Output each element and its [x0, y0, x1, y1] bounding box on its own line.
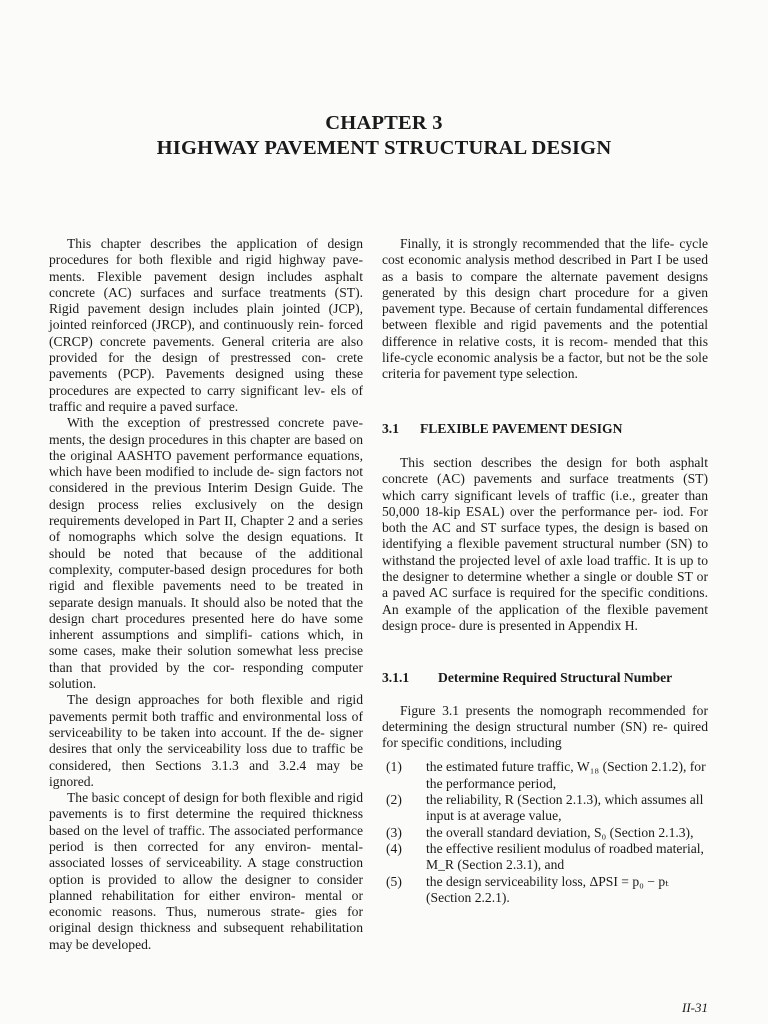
page-number: II-31	[682, 1000, 708, 1015]
left-column	[49, 236, 363, 953]
list-item-text: the overall standard deviation, S₀ (Section 2.1.3),	[426, 824, 694, 840]
section-heading-3-1-1	[382, 670, 708, 686]
list-item-text: the design serviceability loss, ΔPSI = p₀ − pₜ (Section 2.2.1).	[426, 873, 669, 905]
section-heading-3-1	[382, 421, 708, 437]
list-item-number: (1)	[386, 759, 402, 775]
paragraph: This section describes the design for both asphalt concrete (AC) pavements and surface treatments (ST) which carry significant levels of traffic (i.e., greater than 50,000 18-kip ESAL) over the performance per- iod. For both the AC and ST surface types, the design is based on identifying a flexible pavement structural number (SN) to withstand the projected level of axle load traffic. It is up to the designer to determine whether a single or double ST or a paved AC surface is required for the specific conditions. An example of the application of the flexible pavement design proce- dure is presented in Appendix H.	[382, 454, 708, 633]
list-item	[382, 792, 708, 825]
paragraph: The design approaches for both flexible and rigid pavements permit both traffic and environmental loss of serviceability to be taken into account. If the de- signer desires that only the serviceability loss due to traffic be considered, then Sections 3.1.3 and 3.2.4 may be ignored.	[49, 692, 363, 789]
list-item	[382, 759, 708, 792]
list-item-text: the reliability, R (Section 2.1.3), which assumes all input is at average value,	[426, 792, 704, 824]
section-title: FLEXIBLE PAVEMENT DESIGN	[420, 420, 623, 436]
chapter-title: HIGHWAY PAVEMENT STRUCTURAL DESIGN	[156, 137, 612, 159]
chapter-number: CHAPTER 3	[325, 112, 443, 134]
paragraph: Figure 3.1 presents the nomograph recommended for determining the design structural number (SN) re- quired for specific conditions, including	[382, 702, 708, 751]
list-item	[382, 874, 708, 907]
list-item-text: the estimated future traffic, W₁₈ (Section 2.1.2), for the performance period,	[426, 759, 706, 791]
paragraph: The basic concept of design for both flexible and rigid pavements is to first determine the required thickness based on the level of traffic. The associated performance period is then corrected for any environ- mental-associated losses of serviceability. A stage construction option is provided to allow the designer to consider planned rehabilitation for either environ- mental or economic reasons. Thus, numerous strate- gies for original design thickness and subsequent rehabilitation may be developed.	[49, 790, 363, 952]
list-item-number: (3)	[386, 824, 402, 840]
section-number: 3.1	[382, 420, 399, 436]
right-column	[382, 236, 708, 906]
paragraph: Finally, it is strongly recommended that the life- cycle cost economic analysis method described in Part I be used as a basis to compare the alternate pavement designs generated by this design chart procedure for a given pavement type. Because of certain fundamental differences between flexible and rigid pavements and the potential difference in relative costs, it is recom- mended that this life-cycle economic analysis be a factor, but not be the sole criteria for pavement type selection.	[382, 236, 708, 382]
list-item	[382, 825, 708, 841]
list-item-number: (4)	[386, 840, 402, 856]
conditions-list	[382, 759, 708, 906]
list-item-number: (5)	[386, 873, 402, 889]
list-item-text: the effective resilient modulus of roadbed material, M_R (Section 2.3.1), and	[426, 840, 704, 873]
paragraph: This chapter describes the application of design procedures for both flexible and rigid highway pave- ments. Flexible pavement design includes asphalt concrete (AC) surfaces and surface treatments (ST). Rigid pavement design includes plain jointed (JCP), jointed reinforced (JRCP), and continuously rein- forced (CRCP) concrete pavements. General criteria are also provided for the design of prestressed con- crete pavements (PCP). Pavements designed using these procedures are expected to carry significant lev- els of traffic and require a paved surface.	[49, 236, 363, 414]
chapter-heading	[0, 111, 768, 161]
section-number: 3.1.1	[382, 670, 410, 686]
list-item	[382, 841, 708, 874]
paragraph: With the exception of prestressed concrete pave- ments, the design procedures in this chapter are based on the original AASHTO pavement performance equations, which have been modified to include de- sign factors not considered in the previous Interim Design Guide. The design process relies exclusively on the design requirements developed in Part II, Chapter 2 and a series of nomographs which solve the design equations. It should be noted that because of the additional complexity, computer-based design procedures for both rigid and flexible pavements need to be treated in separate design manuals. It should also be noted that the design chart procedures presented here do have some inherent assumptions and simplifi- cations which, in some cases, make their solution somewhat less precise than that provided by the cor- responding computer solution.	[49, 415, 363, 692]
section-title: Determine Required Structural Number	[438, 670, 673, 686]
list-item-number: (2)	[386, 792, 402, 808]
